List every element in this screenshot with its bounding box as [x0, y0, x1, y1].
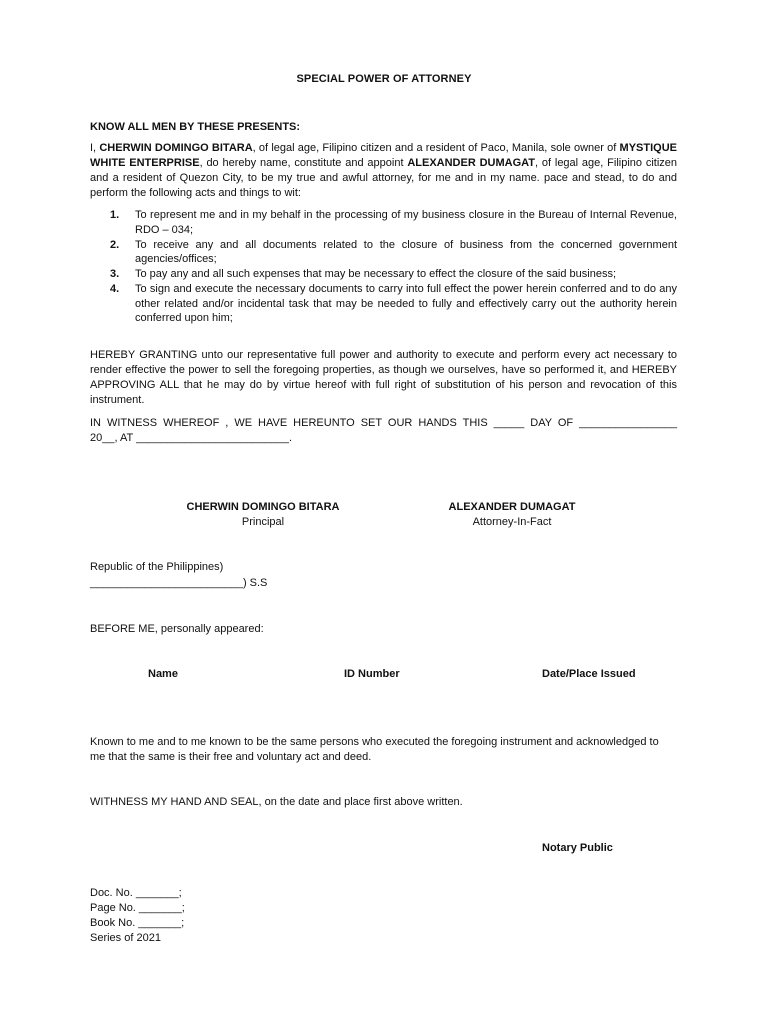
hand-seal-line: WITHNESS MY HAND AND SEAL, on the date and place first above written. — [90, 796, 463, 808]
list-item — [110, 282, 677, 326]
witness-line-1: IN WITNESS WHEREOF , WE HAVE HEREUNTO SET OUR HANDS THIS _____ DAY OF ________________ — [90, 417, 677, 429]
attorney-role: Attorney-In-Fact — [472, 516, 552, 528]
book-number-line: Book No. _______; — [90, 917, 185, 929]
list-text: To pay any and all such expenses that may be necessary to effect the closure of the said business; — [135, 268, 617, 280]
venue-line-1: Republic of the Philippines) — [90, 561, 224, 573]
notary-public-label: Notary Public — [542, 842, 613, 854]
list-item — [110, 238, 677, 267]
attorney-signatory-name: ALEXANDER DUMAGAT — [448, 501, 576, 513]
acknowledgment-paragraph: Known to me and to me known to be the same persons who executed the foregoing instrument and acknowledged to me that the same is their free and voluntary act and deed. — [90, 736, 659, 763]
list-text: To receive any and all documents related to the closure of business from the concerned government agencies/offices; — [135, 238, 677, 265]
principal-name: CHERWIN DOMINGO BITARA — [99, 142, 253, 154]
principal-signatory-name: CHERWIN DOMINGO BITARA — [186, 501, 340, 513]
opening-line: KNOW ALL MEN BY THESE PRESENTS: — [90, 121, 301, 133]
series-line: Series of 2021 — [90, 932, 161, 944]
list-number: 1. — [110, 209, 120, 221]
table-header-name: Name — [148, 668, 178, 680]
table-header-id-number: ID Number — [344, 668, 400, 680]
attorney-signature-block — [412, 500, 612, 530]
page-number-line: Page No. _______; — [90, 902, 185, 914]
table-header-date-place: Date/Place Issued — [542, 668, 636, 680]
before-me-line: BEFORE ME, personally appeared: — [90, 623, 264, 635]
document-title: SPECIAL POWER OF ATTORNEY — [296, 73, 472, 85]
intro-text-1: I, — [90, 142, 100, 154]
venue-line-2: _________________________) S.S — [90, 577, 268, 589]
list-text: To represent me and in my behalf in the processing of my business closure in the Bureau of Internal Revenue, RDO – 034; — [135, 209, 677, 236]
granting-paragraph: HEREBY GRANTING unto our representative full power and authority to execute and perform every act necessary to render effective the power to sell the foregoing properties, as though we ourselves, have so performed it, and HEREBY APPROVING ALL that he may do by virtue hereof with full right of substitution of his person and revocation of this instrument. — [90, 349, 677, 406]
list-text: To sign and execute the necessary documents to carry into full effect the power herein conferred and to do any other related and/or incidental task that may be needed to fully and effectively carry out the authority herein conferred upon him; — [135, 283, 677, 324]
doc-number-line: Doc. No. _______; — [90, 887, 182, 899]
list-number: 4. — [110, 283, 120, 295]
list-number: 3. — [110, 268, 120, 280]
powers-list — [110, 208, 677, 326]
intro-text-2: , of legal age, Filipino citizen and a resident of Paco, Manila, sole owner of — [252, 142, 620, 154]
witness-line-2: 20__, AT _________________________. — [90, 432, 293, 444]
principal-signature-block — [150, 500, 376, 530]
principal-role: Principal — [241, 516, 285, 528]
attorney-name: ALEXANDER DUMAGAT — [407, 157, 535, 169]
intro-paragraph — [90, 141, 677, 201]
list-number: 2. — [110, 238, 120, 251]
list-item — [110, 208, 677, 237]
intro-text-3: , do hereby name, constitute and appoint — [199, 157, 408, 169]
enterprise-name: MYSTIQUE WHITE ENTERPRISE — [90, 142, 677, 169]
list-item — [110, 267, 677, 282]
intro-text-4: , of legal age, Filipino citizen and a resident of Quezon City, to be my true and awful attorney, for me and in my name. pace and stead, to do and perform the following acts and things to wit: — [90, 157, 678, 199]
